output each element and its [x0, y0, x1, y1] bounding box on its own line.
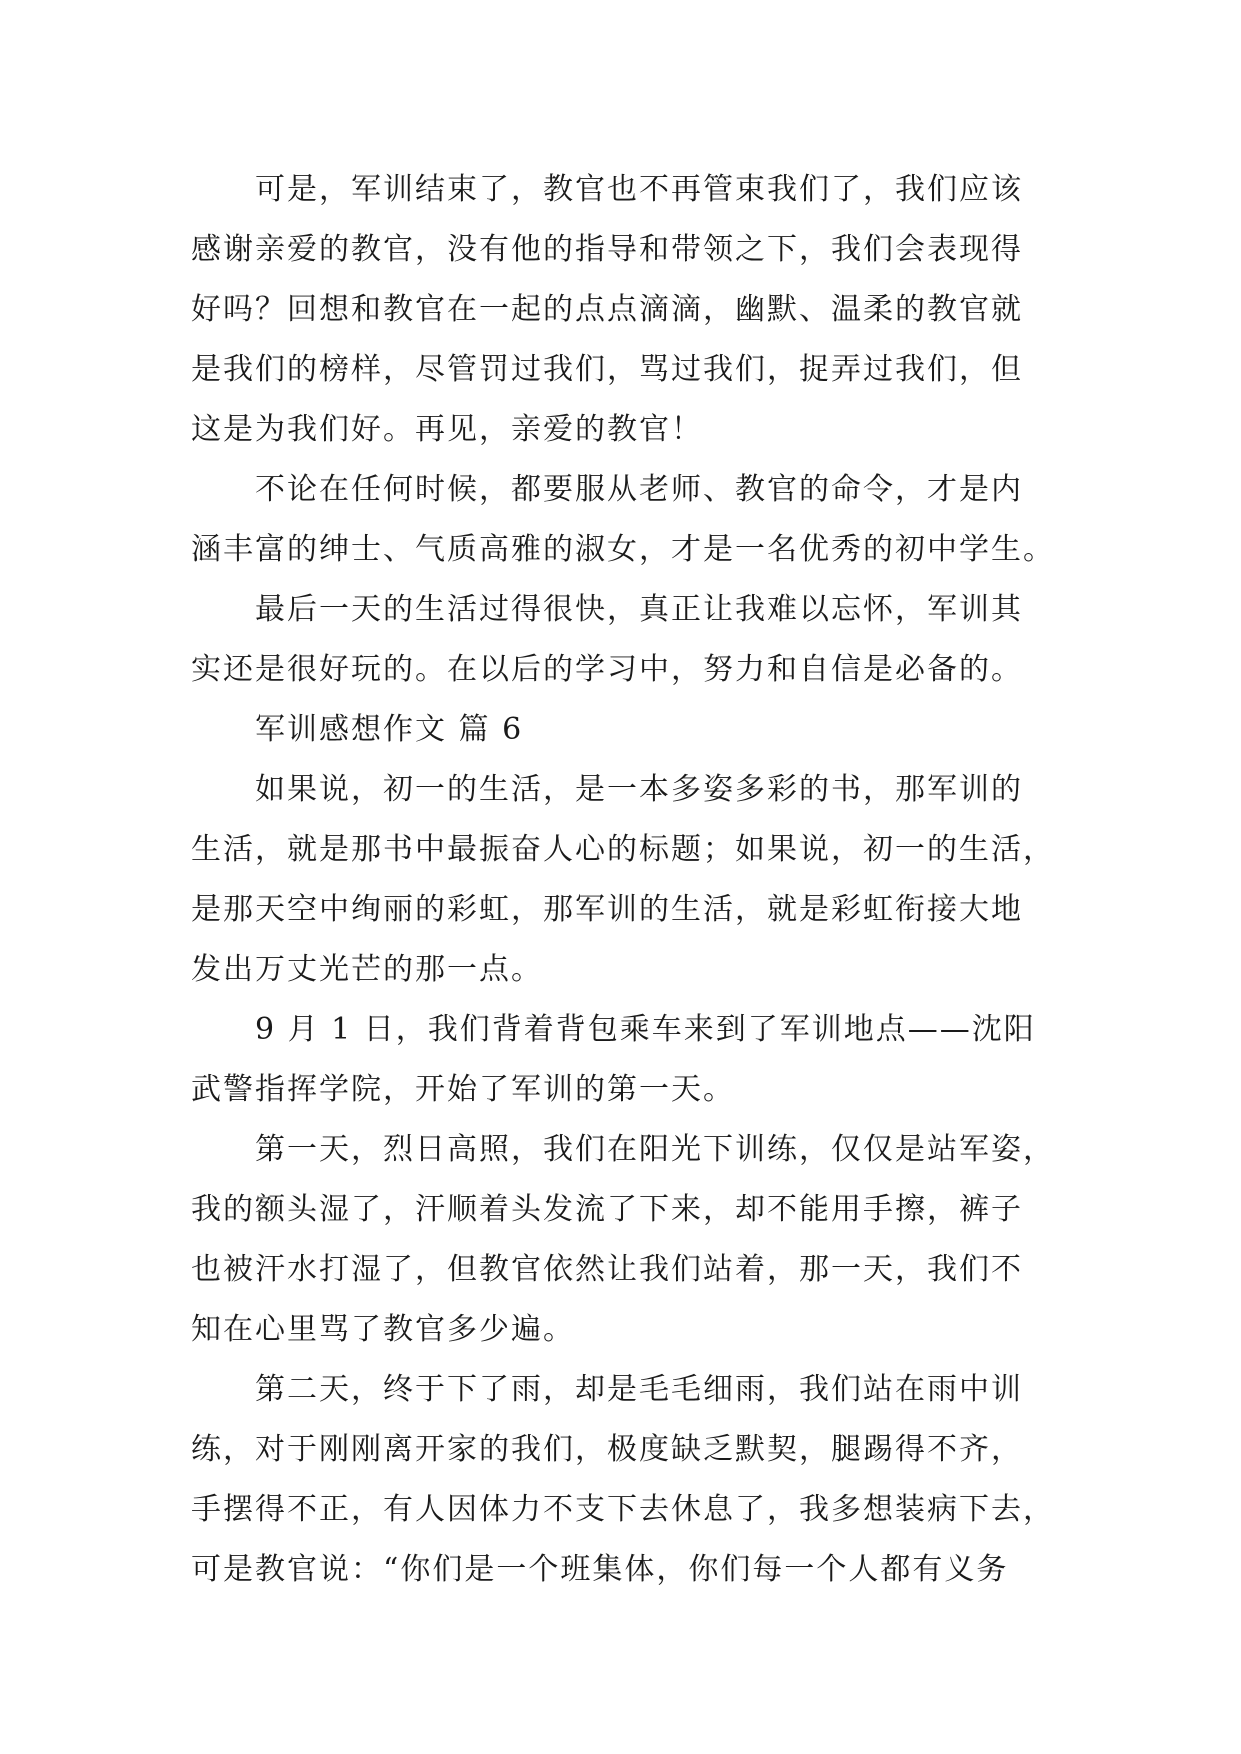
paragraph: 第一天，烈日高照，我们在阳光下训练，仅仅是站军姿， 我的额头湿了，汗顺着头发流了下来，却不能用手擦，裤子 也被汗水打湿了，但教官依然让我们站着，那一天，我们不 知在心里骂了教官多少遍。 [191, 1132, 1055, 1347]
paragraph: 可是，军训结束了，教官也不再管束我们了，我们应该 感谢亲爱的教官，没有他的指导和带领之下，我们会表现得 好吗？回想和教官在一起的点点滴滴，幽默、温柔的教官就 是我们的榜样，尽管罚过我们，骂过我们，捉弄过我们，但 这是为我们好。再见，亲爱的教官！ [191, 172, 1023, 447]
paragraph: 9 月 1 日，我们背着背包乘车来到了军训地点——沈阳 武警指挥学院，开始了军训的第一天。 [191, 1012, 1036, 1107]
section-heading: 军训感想作文 篇 6 [255, 712, 524, 747]
paragraph: 第二天，终于下了雨，却是毛毛细雨，我们站在雨中训 练，对于刚刚离开家的我们，极度缺乏默契，腿踢得不齐， 手摆得不正，有人因体力不支下去休息了，我多想装病下去， 可是教官说：“你们是一个班集体，你们每一个人都有义务 [191, 1372, 1055, 1587]
paragraph: 最后一天的生活过得很快，真正让我难以忘怀，军训其 实还是很好玩的。在以后的学习中，努力和自信是必备的。 [191, 592, 1023, 687]
paragraph: 不论在任何时候，都要服从老师、教官的命令，才是内 涵丰富的绅士、气质高雅的淑女，才是一名优秀的初中学生。 [191, 472, 1055, 567]
paragraph: 如果说，初一的生活，是一本多姿多彩的书，那军训的 生活，就是那书中最振奋人心的标题；如果说，初一的生活， 是那天空中绚丽的彩虹，那军训的生活，就是彩虹衔接大地 发出万丈光芒的那一点。 [191, 772, 1055, 987]
document-body [191, 160, 1071, 1600]
